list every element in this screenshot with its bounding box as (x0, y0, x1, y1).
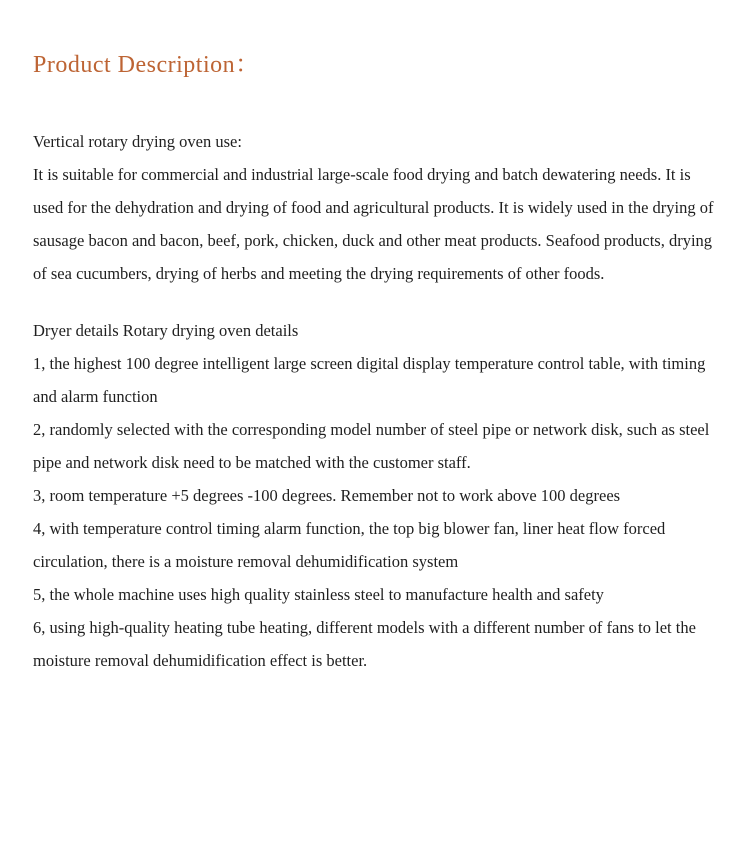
details-item-2: 2, randomly selected with the corresponding model number of steel pipe or network disk, such as steel pipe and network disk need to be matched with the customer staff. (33, 420, 710, 472)
details-item-4: 4, with temperature control timing alarm function, the top big blower fan, liner heat flow forced circulation, there is a moisture removal dehumidification system (33, 519, 666, 571)
description-content (33, 125, 717, 677)
details-block (33, 314, 717, 677)
intro-heading: Vertical rotary drying oven use: (33, 132, 242, 151)
details-item-5: 5, the whole machine uses high quality stainless steel to manufacture health and safety (33, 585, 604, 604)
details-item-1: 1, the highest 100 degree intelligent large screen digital display temperature control table, with timing and alarm function (33, 354, 706, 406)
intro-body: It is suitable for commercial and industrial large-scale food drying and batch dewatering needs. It is used for the dehydration and drying of food and agricultural products. It is widely used in the drying of sausage bacon and bacon, beef, pork, chicken, duck and other meat products. Seafood products, drying of sea cucumbers, drying of herbs and meeting the drying requirements of other foods. (33, 165, 714, 283)
details-item-6: 6, using high-quality heating tube heating, different models with a different number of fans to let the moisture removal dehumidification effect is better. (33, 618, 696, 670)
details-item-3: 3, room temperature +5 degrees -100 degrees. Remember not to work above 100 degrees (33, 486, 621, 505)
details-heading: Dryer details Rotary drying oven details (33, 321, 299, 340)
page-title: Product Description： (33, 52, 260, 78)
